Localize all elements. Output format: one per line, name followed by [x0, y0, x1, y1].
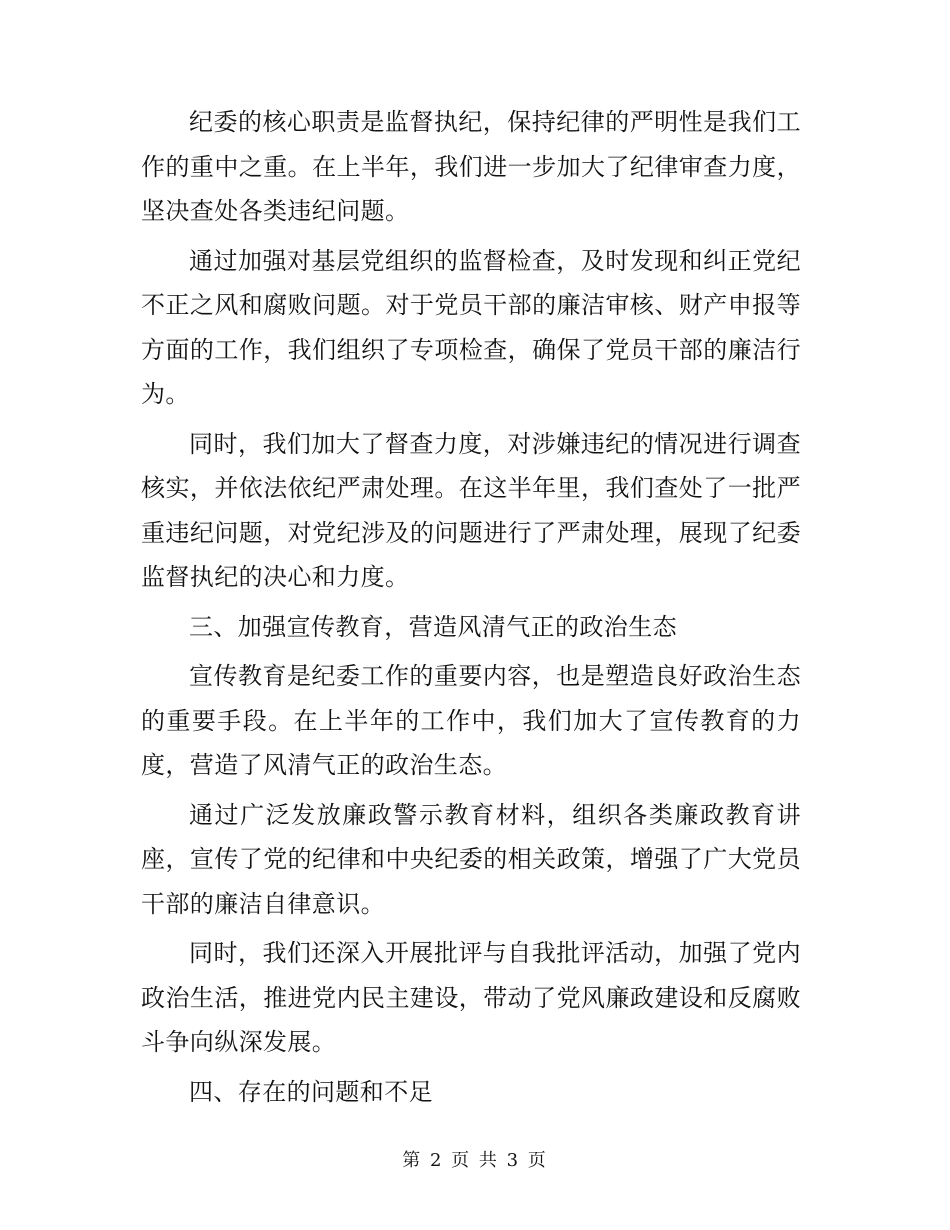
paragraph-publicity-education: 宣传教育是纪委工作的重要内容，也是塑造良好政治生态的重要手段。在上半年的工作中，我们加大了宣传教育的力度，营造了风清气正的政治生态。: [141, 662, 801, 779]
section-heading-4: 四、存在的问题和不足: [189, 1077, 433, 1106]
document-body: [141, 100, 801, 1119]
paragraph-investigation: 同时，我们加大了督查力度，对涉嫌违纪的情况进行调查核实，并依法依纪严肃处理。在这半年里，我们查处了一批严重违纪问题，对党纪涉及的问题进行了严肃处理，展现了纪委监督执纪的决心和力度。: [141, 429, 801, 591]
paragraph-grassroots-inspection: 通过加强对基层党组织的监督检查，及时发现和纠正党纪不正之风和腐败问题。对于党员干部的廉洁审核、财产申报等方面的工作，我们组织了专项检查，确保了党员干部的廉洁行为。: [141, 246, 801, 408]
page-footer: [0, 1146, 950, 1172]
paragraph-warning-materials: 通过广泛发放廉政警示教育材料，组织各类廉政教育讲座，宣传了党的纪律和中央纪委的相关政策，增强了广大党员干部的廉洁自律意识。: [141, 800, 801, 918]
paragraph-supervision-duty: 纪委的核心职责是监督执纪，保持纪律的严明性是我们工作的重中之重。在上半年，我们进一步加大了纪律审查力度，坚决查处各类违纪问题。: [141, 108, 801, 225]
section-heading-3: 三、加强宣传教育，营造风清气正的政治生态: [189, 612, 677, 641]
paragraph-criticism-activities: 同时，我们还深入开展批评与自我批评活动，加强了党内政治生活，推进党内民主建设，带动了党风廉政建设和反腐败斗争向纵深发展。: [141, 939, 801, 1056]
page-number-label: 第 2 页 共 3 页: [402, 1150, 548, 1171]
